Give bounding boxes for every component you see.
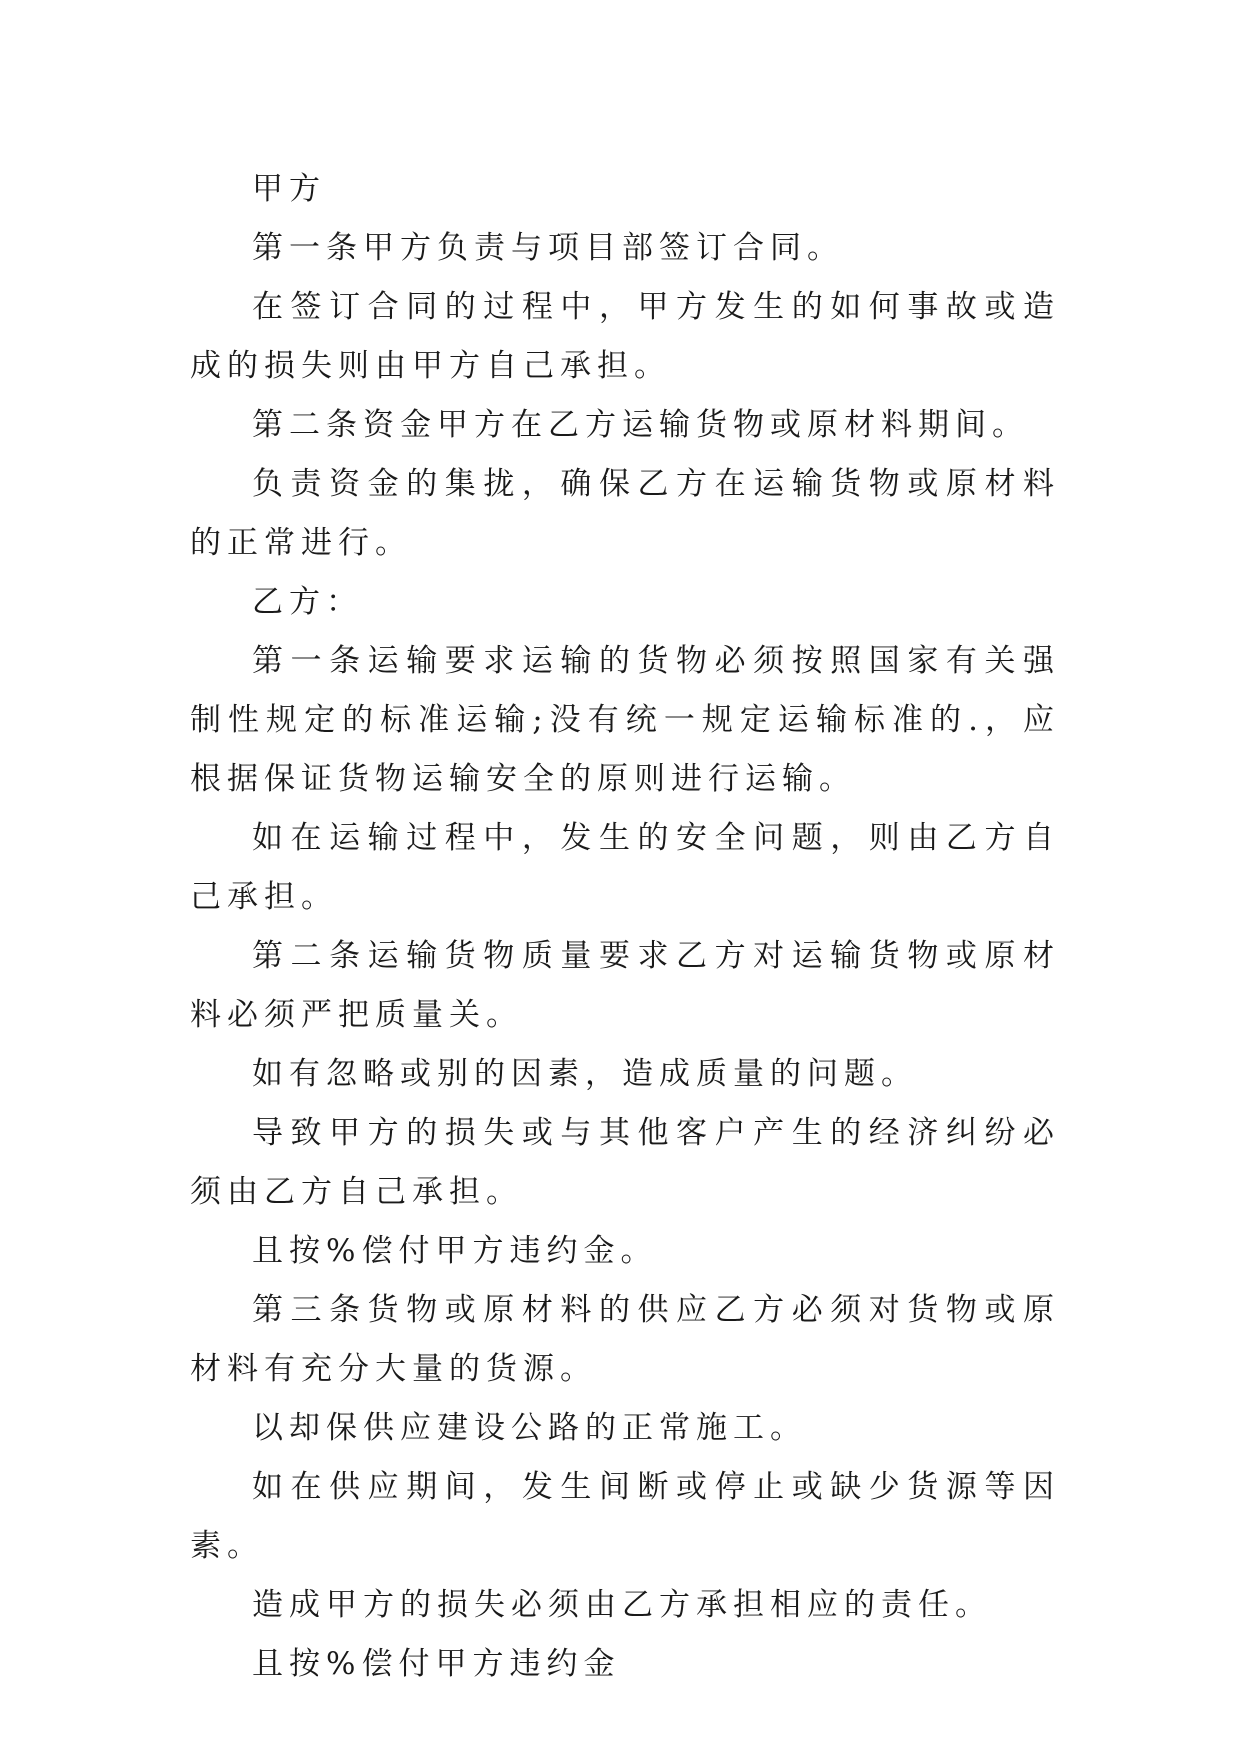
paragraph-14: 以却保供应建设公路的正常施工。 <box>252 1410 807 1446</box>
paragraph-5: 负责资金的集拢，确保乙方在运输货物或原材料的正常进行。 <box>190 466 1060 561</box>
paragraph-2: 第一条甲方负责与项目部签订合同。 <box>252 230 844 266</box>
paragraph-7: 第一条运输要求运输的货物必须按照国家有关强制性规定的标准运输;没有统一规定运输标准的.，应根据保证货物运输安全的原则进行运输。 <box>190 643 1060 797</box>
paragraph-4: 第二条资金甲方在乙方运输货物或原材料期间。 <box>252 407 1029 443</box>
paragraph-3: 在签订合同的过程中，甲方发生的如何事故或造成的损失则由甲方自己承担。 <box>190 289 1060 384</box>
paragraph-15: 如在供应期间，发生间断或停止或缺少货源等因素。 <box>190 1469 1060 1564</box>
paragraph-8: 如在运输过程中，发生的安全问题，则由乙方自己承担。 <box>190 820 1060 915</box>
paragraph-16: 造成甲方的损失必须由乙方承担相应的责任。 <box>252 1587 992 1623</box>
paragraph-10: 如有忽略或别的因素，造成质量的问题。 <box>252 1056 918 1092</box>
paragraph-9: 第二条运输货物质量要求乙方对运输货物或原材料必须严把质量关。 <box>190 938 1060 1033</box>
paragraph-6: 乙方： <box>252 584 363 620</box>
paragraph-1: 甲方 <box>252 171 326 207</box>
paragraph-11: 导致甲方的损失或与其他客户产生的经济纠纷必须由乙方自己承担。 <box>190 1115 1060 1210</box>
document-body <box>190 160 1060 1694</box>
paragraph-13: 第三条货物或原材料的供应乙方必须对货物或原材料有充分大量的货源。 <box>190 1292 1060 1387</box>
paragraph-17: 且按%偿付甲方违约金 <box>252 1646 621 1682</box>
paragraph-12: 且按%偿付甲方违约金。 <box>252 1233 658 1269</box>
